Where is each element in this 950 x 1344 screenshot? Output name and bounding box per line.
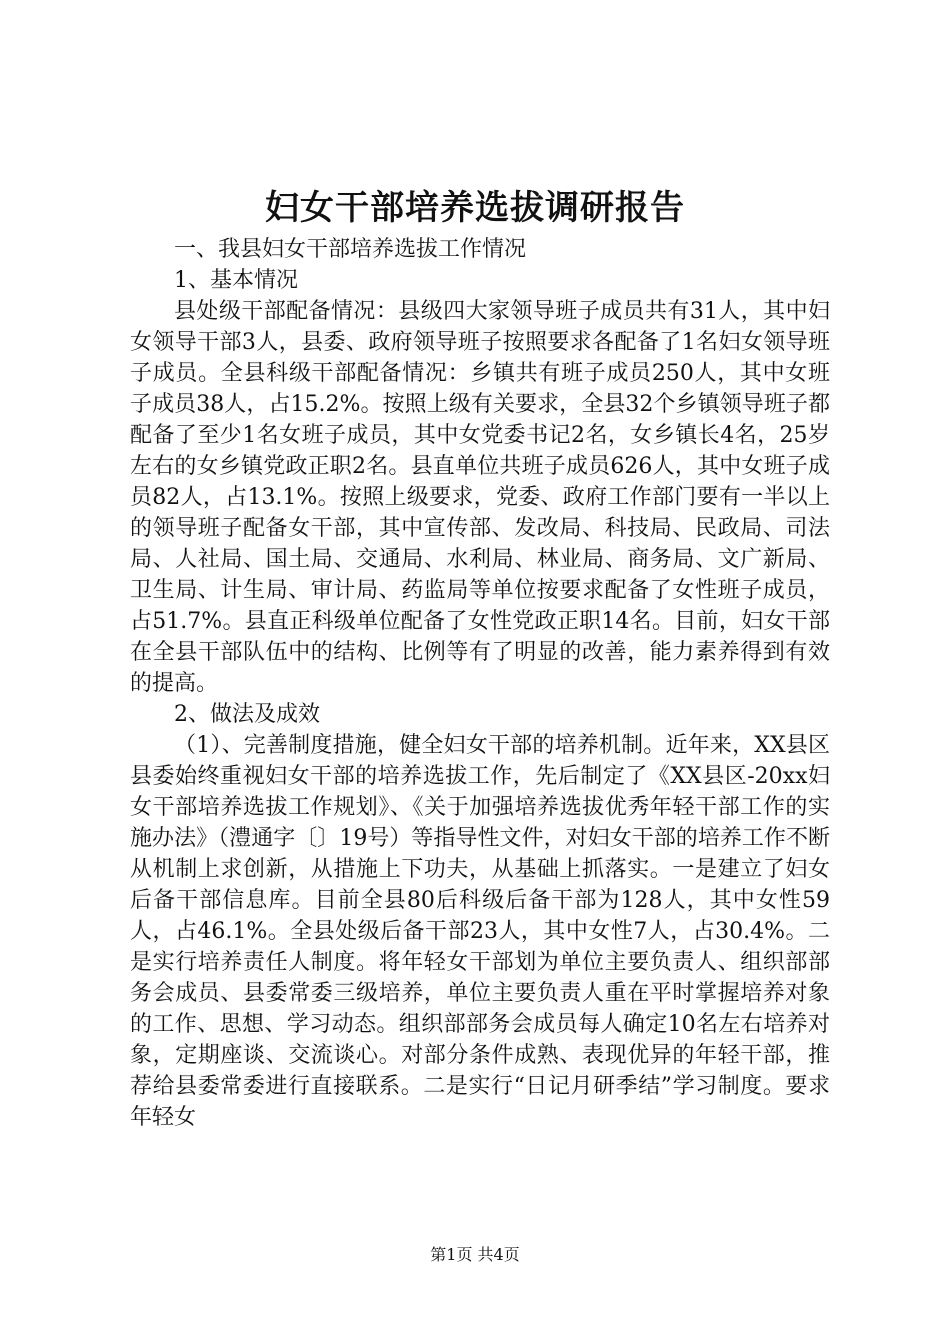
subsection-heading-methods: 2、做法及成效 <box>174 702 320 727</box>
paragraph-methods: （1）、完善制度措施，健全妇女干部的培养机制。近年来，XX县区县委始终重视妇女干部的培养选拔工作，先后制定了《XX县区-20xx妇女干部培养选拔工作规划》、《关于加强培养选拔优秀年轻干部工作的实施办法》（澧通字〔〕19号）等指导性文件，对妇女干部的培养工作不断从机制上求创新，从措施上下功夫，从基础上抓落实。一是建立了妇女后备干部信息库。目前全县80后科级后备干部为128人，其中女性59人，占46.1%。全县处级后备干部23人，其中女性7人，占30.4%。二是实行培养责任人制度。将年轻女干部划为单位主要负责人、组织部部务会成员、县委常委三级培养，单位主要负责人重在平时掌握培养对象的工作、思想、学习动态。组织部部务会成员每人确定10名左右培养对象，定期座谈、交流谈心。对部分条件成熟、表现优异的年轻干部，推荐给县委常委进行直接联系。二是实行“日记月研季结”学习制度。要求年轻女 <box>130 733 830 1130</box>
page-footer: 第1页 共4页 <box>430 1245 520 1264</box>
paragraph-basic-situation: 县处级干部配备情况：县级四大家领导班子成员共有31人，其中妇女领导干部3人，县委、政府领导班子按照要求各配备了1名妇女领导班子成员。全县科级干部配备情况：乡镇共有班子成员250人，其中女班子成员38人，占15.2%。按照上级有关要求，全县32个乡镇领导班子都配备了至少1名女班子成员，其中女党委书记2名，女乡镇长4名，25岁左右的女乡镇党政正职2名。县直单位共班子成员626人，其中女班子成员82人，占13.1%。按照上级要求，党委、政府工作部门要有一半以上的领导班子配备女干部，其中宣传部、发改局、科技局、民政局、司法局、人社局、国土局、交通局、水利局、林业局、商务局、文广新局、卫生局、计生局、审计局、药监局等单位按要求配备了女性班子成员，占51.7%。县直正科级单位配备了女性党政正职14名。目前，妇女干部在全县干部队伍中的结构、比例等有了明显的改善，能力素养得到有效的提高。 <box>130 299 830 696</box>
section-heading: 一、我县妇女干部培养选拔工作情况 <box>174 237 527 262</box>
document-body <box>130 234 830 1133</box>
document-title: 妇女干部培养选拔调研报告 <box>265 188 685 228</box>
subsection-heading-basic: 1、基本情况 <box>174 268 298 293</box>
